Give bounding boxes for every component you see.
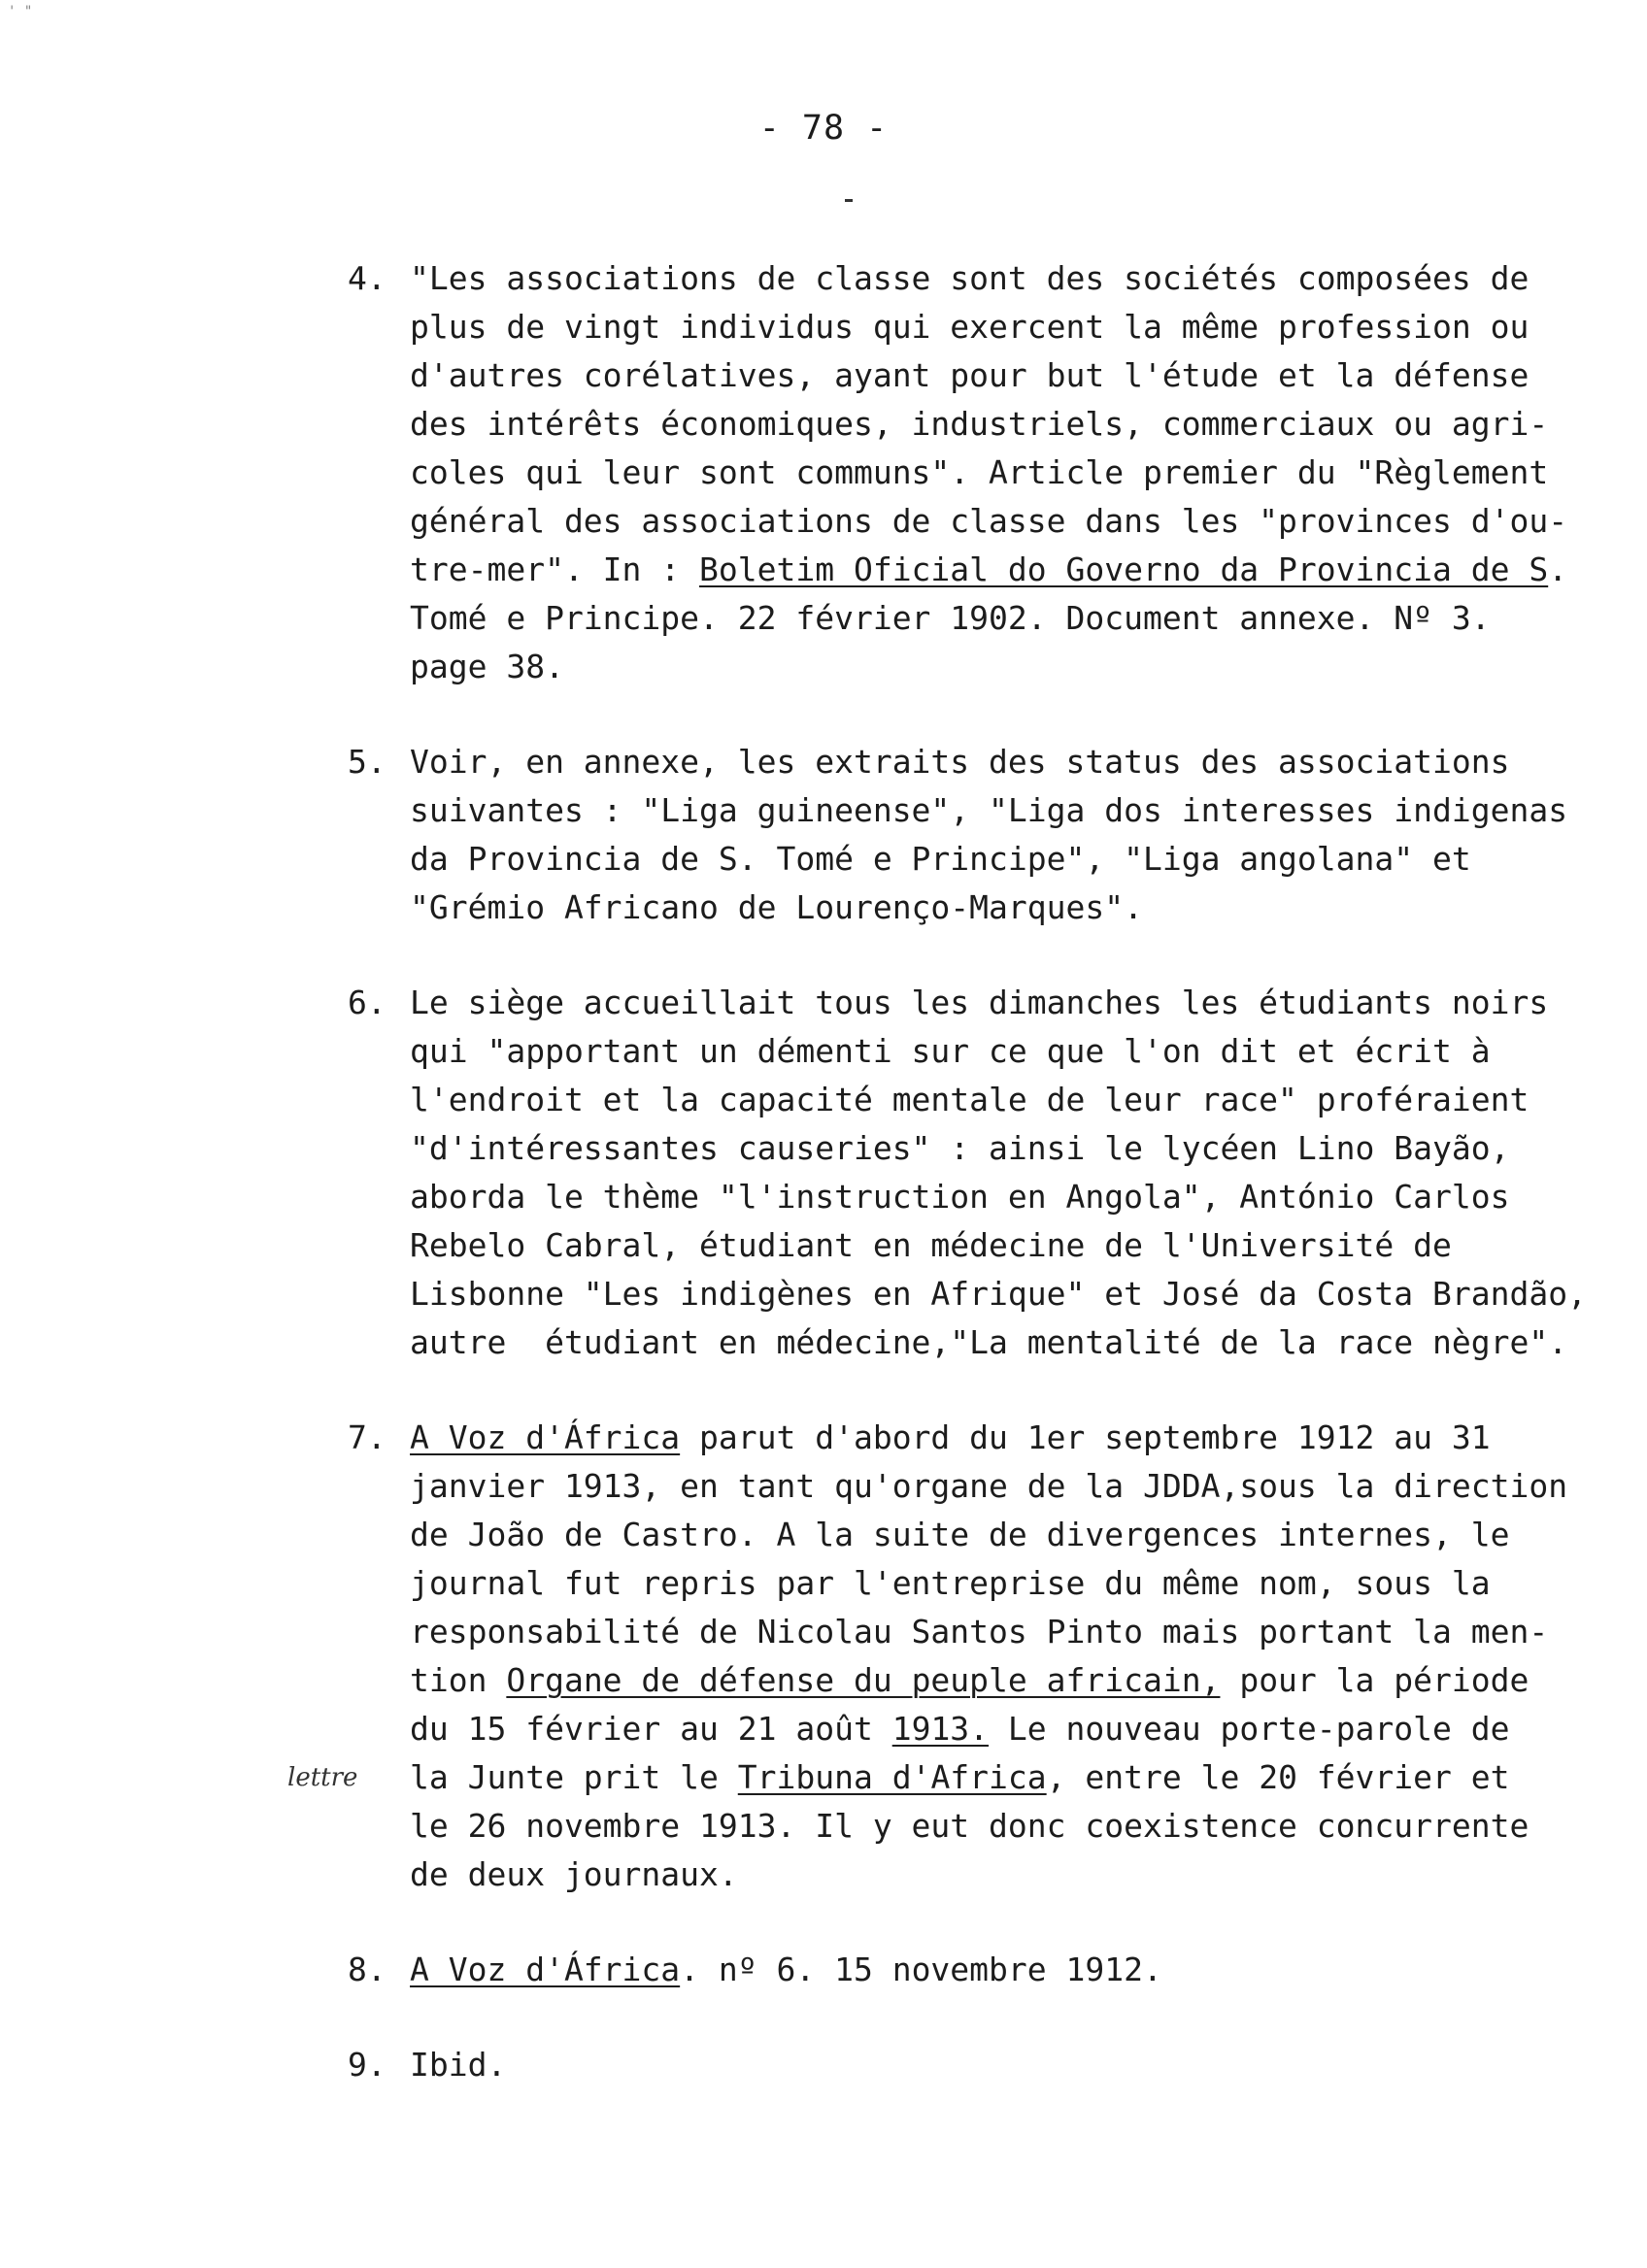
- footnote-line: [410, 1462, 1610, 1511]
- footnote-line: [410, 1753, 1610, 1802]
- footnote-text: responsabilité de Nicolau Santos Pinto mais portant la men-: [410, 1613, 1549, 1651]
- footnote-7: [348, 1414, 1610, 1899]
- underlined-title: Organe de défense du peuple africain,: [506, 1661, 1221, 1699]
- footnote-line: [410, 1414, 1610, 1462]
- footnote-line: [410, 738, 1610, 786]
- margin-tick: ' ": [8, 4, 33, 19]
- page-mark: [845, 199, 853, 202]
- footnote-line: [410, 1221, 1610, 1270]
- footnote-text: la Junte prit le: [410, 1758, 738, 1796]
- footnote-line: [410, 1851, 1610, 1899]
- footnote-text: autre étudiant en médecine,"La mentalité de la race nègre".: [410, 1323, 1568, 1361]
- footnote-text: page 38.: [410, 648, 564, 685]
- footnote-text: janvier 1913, en tant qu'organe de la JDDA,sous la direction: [410, 1467, 1568, 1505]
- footnote-text: .: [1548, 550, 1568, 588]
- footnote-text: tre-mer". In :: [410, 550, 700, 588]
- footnote-text: parut d'abord du 1er septembre 1912 au 31: [680, 1418, 1491, 1456]
- footnote-line: [410, 1608, 1610, 1656]
- footnote-text: l'endroit et la capacité mentale de leur race" proféraient: [410, 1081, 1529, 1118]
- footnote-line: [410, 594, 1610, 643]
- footnote-line: [410, 303, 1610, 351]
- footnote-text: Lisbonne "Les indigènes en Afrique" et José da Costa Brandão,: [410, 1275, 1587, 1313]
- footnote-text: "d'intéressantes causeries" : ainsi le lycéen Lino Bayão,: [410, 1129, 1510, 1167]
- footnote-text: du 15 février au 21 août: [410, 1710, 892, 1748]
- footnote-text: Rebelo Cabral, étudiant en médecine de l'Université de: [410, 1226, 1452, 1264]
- footnote-text: plus de vingt individus qui exercent la même profession ou: [410, 308, 1529, 346]
- footnote-text: Ibid.: [410, 2046, 507, 2084]
- underlined-title: Boletim Oficial do Governo da Provincia de S: [699, 550, 1549, 588]
- footnote-line: [410, 1270, 1610, 1318]
- footnote-text: tion: [410, 1661, 507, 1699]
- footnote-8: [348, 1946, 1610, 1994]
- underlined-title: A Voz d'África: [410, 1951, 681, 1988]
- footnote-line: [410, 835, 1610, 884]
- footnote-text: qui "apportant un démenti sur ce que l'on dit et écrit à: [410, 1032, 1491, 1070]
- footnote-line: [410, 497, 1610, 546]
- footnote-text: Voir, en annexe, les extraits des status des associations: [410, 743, 1510, 781]
- footnote-text: Tomé e Principe. 22 février 1902. Document annexe. Nº 3.: [410, 599, 1491, 637]
- footnote-line: [410, 546, 1610, 594]
- footnote-text: Le siège accueillait tous les dimanches les étudiants noirs: [410, 984, 1549, 1021]
- footnote-number: 9.: [348, 2046, 387, 2084]
- footnote-number: 5.: [348, 743, 387, 781]
- footnote-line: [410, 1802, 1610, 1851]
- footnote-text: général des associations de classe dans les "provinces d'ou-: [410, 502, 1568, 540]
- footnote-6: [348, 979, 1610, 1367]
- underlined-title: Tribuna d'Africa: [737, 1758, 1047, 1796]
- footnote-number: 8.: [348, 1951, 387, 1988]
- footnote-9: [348, 2041, 1610, 2089]
- footnote-text: . nº 6. 15 novembre 1912.: [680, 1951, 1162, 1988]
- footnote-line: [410, 884, 1610, 932]
- footnote-line: [410, 254, 1610, 303]
- footnote-text: coles qui leur sont communs". Article premier du "Règlement: [410, 453, 1549, 491]
- footnote-line: [410, 643, 1610, 691]
- footnote-text: journal fut repris par l'entreprise du même nom, sous la: [410, 1564, 1491, 1602]
- footnote-line: [410, 400, 1610, 449]
- footnote-number: 7.: [348, 1418, 387, 1456]
- footnote-text: suivantes : "Liga guineense", "Liga dos interesses indigenas: [410, 791, 1568, 829]
- footnote-number: 6.: [348, 984, 387, 1021]
- page-number: - 78 -: [758, 109, 889, 148]
- footnote-line: [410, 1124, 1610, 1173]
- footnote-text: , entre le 20 février et: [1046, 1758, 1510, 1796]
- footnote-line: [410, 1076, 1610, 1124]
- footnote-line: [410, 786, 1610, 835]
- handwritten-annotation: lettre: [287, 1763, 358, 1792]
- footnote-text: aborda le thème "l'instruction en Angola", António Carlos: [410, 1178, 1510, 1216]
- footnote-line: [410, 1559, 1610, 1608]
- footnote-line: [410, 1705, 1610, 1753]
- footnote-5: [348, 738, 1610, 932]
- footnote-text: des intérêts économiques, industriels, commerciaux ou agri-: [410, 405, 1549, 443]
- footnote-text: de João de Castro. A la suite de divergences internes, le: [410, 1516, 1510, 1553]
- footnote-line: [410, 979, 1610, 1027]
- footnote-text: de deux journaux.: [410, 1855, 738, 1893]
- footnote-text: le 26 novembre 1913. Il y eut donc coexistence concurrente: [410, 1807, 1529, 1845]
- footnote-4: [348, 254, 1610, 691]
- footnote-text: "Grémio Africano de Lourenço-Marques".: [410, 888, 1143, 926]
- footnote-line: [410, 449, 1610, 497]
- footnote-line: [410, 1318, 1610, 1367]
- footnote-line: [410, 1027, 1610, 1076]
- underlined-title: 1913.: [891, 1710, 990, 1748]
- footnote-line: [410, 351, 1610, 400]
- footnote-text: "Les associations de classe sont des sociétés composées de: [410, 259, 1529, 297]
- footnote-text: d'autres corélatives, ayant pour but l'étude et la défense: [410, 356, 1529, 394]
- footnote-line: [410, 1173, 1610, 1221]
- underlined-title: A Voz d'África: [410, 1418, 681, 1456]
- footnotes-list: [348, 254, 1610, 2089]
- footnote-text: pour la période: [1220, 1661, 1529, 1699]
- footnote-line: [410, 1511, 1610, 1559]
- footnote-line: [410, 1946, 1610, 1994]
- footnote-line: [410, 2041, 1610, 2089]
- footnote-number: 4.: [348, 259, 387, 297]
- footnote-line: [410, 1656, 1610, 1705]
- footnote-text: da Provincia de S. Tomé e Principe", "Liga angolana" et: [410, 840, 1471, 878]
- footnote-text: Le nouveau porte-parole de: [989, 1710, 1510, 1748]
